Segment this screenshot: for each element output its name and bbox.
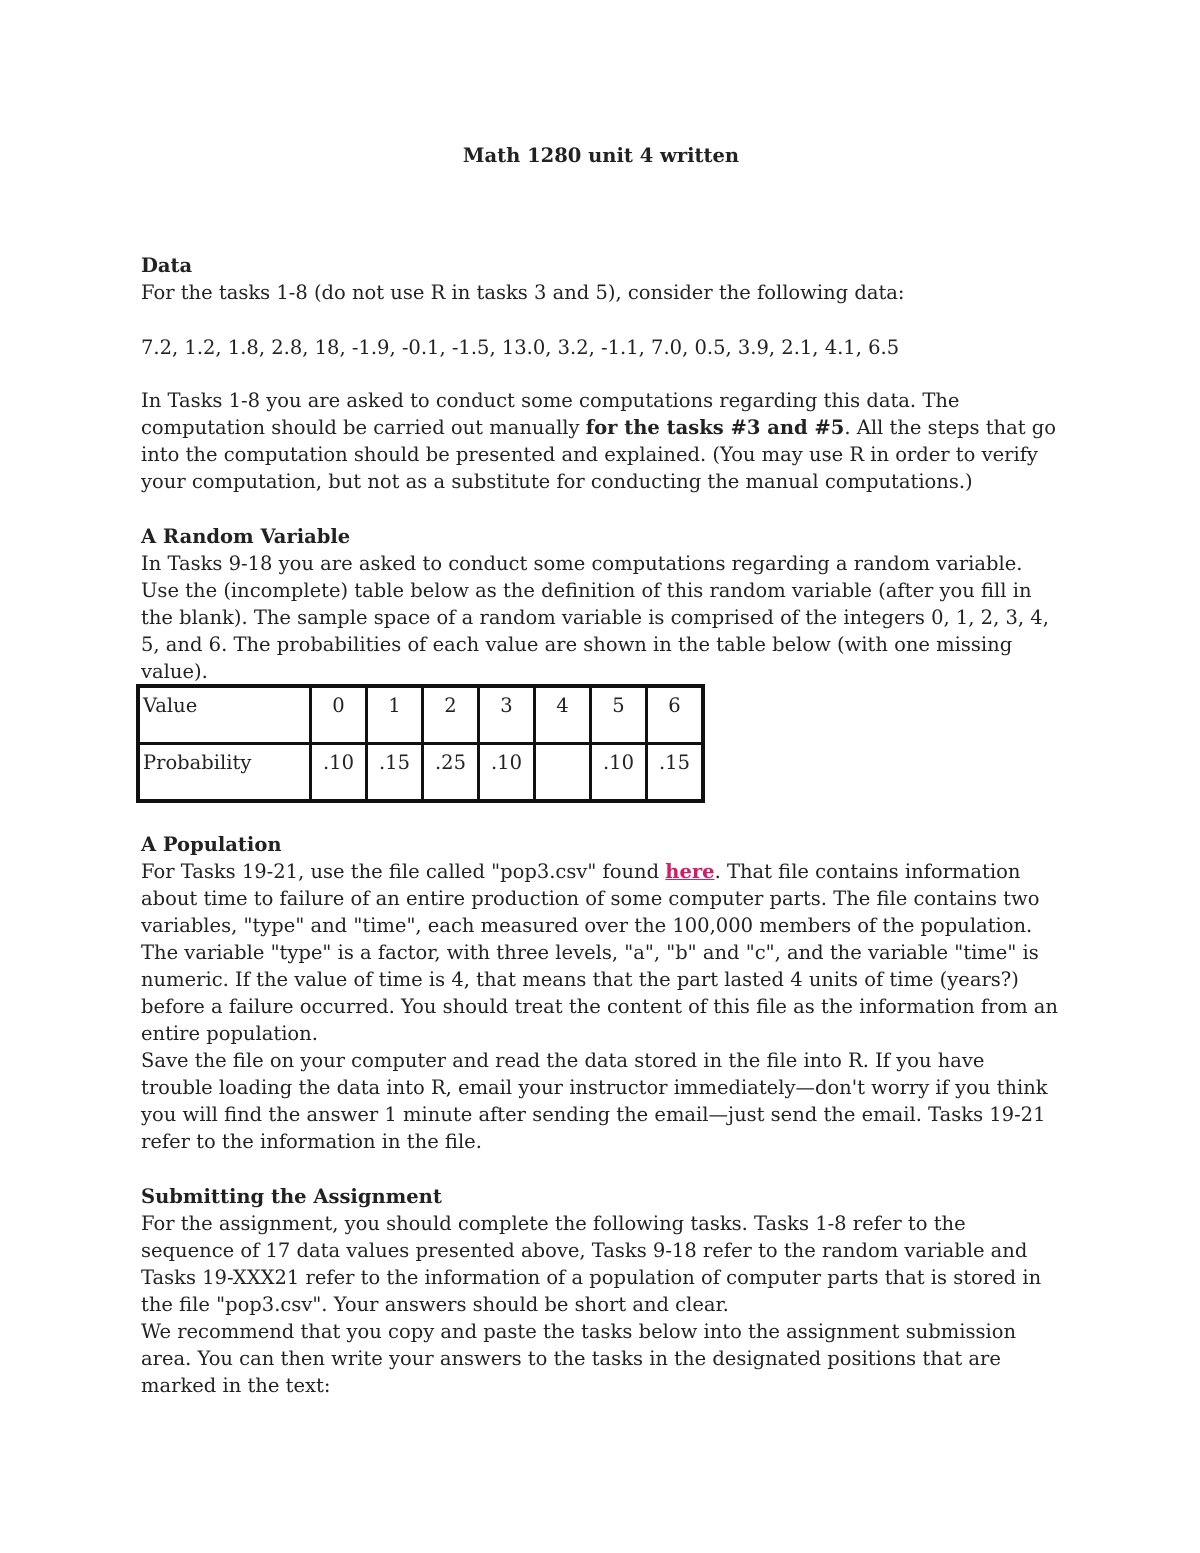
random-variable-section [141, 523, 1061, 685]
here-link[interactable]: here [665, 860, 715, 883]
population-text [141, 858, 1061, 1047]
probability-cell: .15 [647, 744, 704, 802]
population-instructions-text: Save the file on your computer and read the data stored in the file into R. If you have trouble loading the data into R, email your instructor immediately—don't worry if you think you will find the answer 1 minute after sending the email—just send the email. Tasks 19-21 refer to the information in the file. [141, 1049, 1048, 1153]
probability-cell: .10 [311, 744, 367, 802]
data-instructions-text [141, 387, 1061, 495]
data-instructions-part-b: . All the steps that go into the computation should be presented and explained. (You may use R in order to verify your computation, but not as a substitute for conducting the manual computations.) [141, 416, 1056, 493]
value-cell: 3 [479, 686, 535, 744]
random-variable-heading: A Random Variable [141, 525, 351, 548]
population-text-part-b: . That file contains information about time to failure of an entire production of some computer parts. The file contains two variables, "type" and "time", each measured over the 100,000 members of the population. The variable "type" is a factor, with three levels, "a", "b" and "c", and the variable "time" is numeric. If the value of time is 4, that means that the part lasted 4 units of time (years?) before a failure occurred. You should treat the content of this file as the information from an entire population. [141, 860, 1058, 1045]
data-section [141, 252, 1061, 306]
probability-cell: .15 [367, 744, 423, 802]
data-heading: Data [141, 254, 193, 277]
data-instructions-part-a: In Tasks 1-8 you are asked to conduct some computations regarding this data. The computation should be carried out manually [141, 389, 960, 439]
submitting-section [141, 1183, 1061, 1399]
data-values: 7.2, 1.2, 1.8, 2.8, 18, -1.9, -0.1, -1.5, 13.0, 3.2, -1.1, 7.0, 0.5, 3.9, 2.1, 4.1, 6.5 [141, 336, 900, 359]
table-row-probabilities [138, 744, 703, 802]
value-cell: 0 [311, 686, 367, 744]
value-cell: 1 [367, 686, 423, 744]
value-cell: 6 [647, 686, 704, 744]
population-text-part-a: For Tasks 19-21, use the file called "pop3.csv" found [141, 860, 666, 883]
random-variable-text: In Tasks 9-18 you are asked to conduct some computations regarding a random variable. Use the (incomplete) table below as the definition of this random variable (after you fill in the blank). The sample space of a random variable is comprised of the integers 0, 1, 2, 3, 4, 5, and 6. The probabilities of each value are shown in the table below (with one missing value). [141, 552, 1049, 683]
value-cell: 4 [535, 686, 591, 744]
submitting-heading: Submitting the Assignment [141, 1185, 442, 1208]
population-heading: A Population [141, 833, 282, 856]
random-variable-table [136, 684, 705, 803]
data-intro: For the tasks 1-8 (do not use R in tasks 3 and 5), consider the following data: [141, 281, 905, 304]
probability-cell-missing [535, 744, 591, 802]
probability-cell: .10 [479, 744, 535, 802]
data-instructions-bold: for the tasks #3 and #5 [585, 416, 845, 439]
probability-cell: .25 [423, 744, 479, 802]
page-title: Math 1280 unit 4 written [462, 144, 740, 167]
value-cell: 5 [591, 686, 647, 744]
data-instructions [141, 387, 1061, 495]
submitting-text-2: We recommend that you copy and paste the tasks below into the assignment submission area. You can then write your answers to the tasks in the designated positions that are marked in the text: [141, 1320, 1017, 1397]
population-instructions [141, 1047, 1061, 1155]
table-row-values [138, 686, 703, 744]
submitting-text-1: For the assignment, you should complete the following tasks. Tasks 1-8 refer to the sequence of 17 data values presented above, Tasks 9-18 refer to the random variable and Tasks 19-XXX21 refer to the information of a population of computer parts that is stored in the file "pop3.csv". Your answers should be short and clear. [141, 1212, 1042, 1316]
value-row-label: Value [138, 686, 311, 744]
probability-row-label: Probability [138, 744, 311, 802]
data-values-block [141, 334, 1061, 361]
probability-cell: .10 [591, 744, 647, 802]
value-cell: 2 [423, 686, 479, 744]
population-section [141, 831, 1061, 1047]
